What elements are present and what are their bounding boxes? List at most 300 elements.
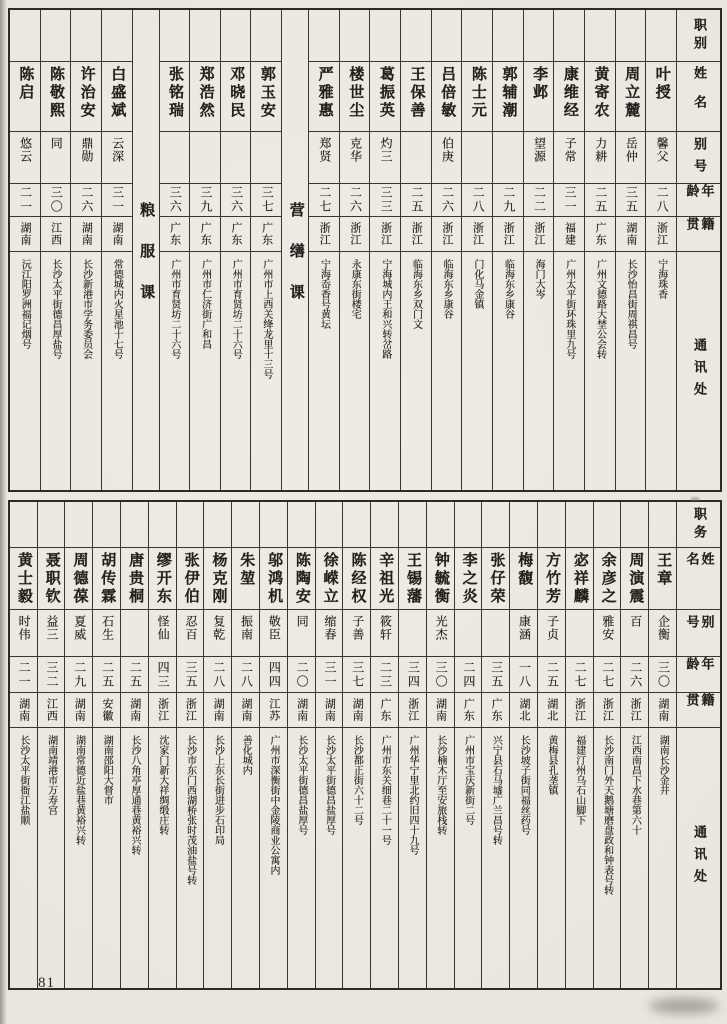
person-age-cell bbox=[221, 184, 251, 217]
person-column bbox=[615, 10, 646, 490]
person-name: 黄寄农 bbox=[592, 66, 609, 120]
person-age-cell bbox=[288, 657, 315, 693]
person-native: 浙江 bbox=[629, 698, 642, 722]
person-native-cell bbox=[401, 217, 431, 252]
person-name: 梅馥 bbox=[516, 552, 533, 588]
scan-smudge bbox=[649, 998, 719, 1014]
person-native-cell bbox=[149, 693, 176, 728]
person-duty-cell bbox=[455, 502, 482, 548]
person-name: 辛祖光 bbox=[377, 552, 394, 606]
person-duty-cell bbox=[41, 10, 71, 62]
person-address: 善化城内 bbox=[240, 735, 252, 775]
person-address: 湖南靖港市万寿宫 bbox=[45, 735, 57, 815]
person-duty-cell bbox=[10, 10, 40, 62]
person-duty-cell bbox=[585, 10, 615, 62]
person-name-cell bbox=[340, 62, 370, 132]
person-age: 二六 bbox=[79, 186, 94, 214]
table-header-column bbox=[676, 10, 720, 490]
roster-table-bottom bbox=[8, 500, 722, 990]
person-alias: 鼎勋 bbox=[79, 137, 94, 163]
person-age: 二九 bbox=[501, 186, 516, 214]
person-native-cell bbox=[38, 693, 65, 728]
person-alias-cell bbox=[38, 610, 65, 657]
person-name-cell bbox=[649, 548, 676, 610]
person-native: 湖南 bbox=[656, 698, 669, 722]
person-address: 广州市育贤坊二十六号 bbox=[168, 259, 180, 359]
person-alias-cell bbox=[221, 132, 251, 184]
person-address: 广州市仁济街广和昌 bbox=[199, 259, 211, 349]
person-name-cell bbox=[10, 548, 37, 610]
person-native-cell bbox=[594, 693, 621, 728]
person-address: 广州市育贤坊二十六号 bbox=[230, 259, 242, 359]
person-address-cell bbox=[93, 728, 120, 988]
person-age-cell bbox=[38, 657, 65, 693]
person-name-cell bbox=[38, 548, 65, 610]
person-name-cell bbox=[401, 62, 431, 132]
person-native: 湖北 bbox=[545, 698, 558, 722]
person-address-cell bbox=[399, 728, 426, 988]
person-address-cell bbox=[370, 252, 400, 490]
person-alias: 益三 bbox=[44, 615, 59, 641]
person-alias: 克华 bbox=[348, 137, 363, 163]
person-duty-cell bbox=[177, 502, 204, 548]
person-name: 王章 bbox=[655, 552, 672, 588]
row-header-name: 姓名 bbox=[691, 66, 707, 124]
person-native-cell bbox=[649, 693, 676, 728]
person-name: 黄士毅 bbox=[15, 552, 32, 606]
person-column bbox=[92, 502, 120, 988]
person-column bbox=[461, 10, 492, 490]
person-name: 邬鸿机 bbox=[266, 552, 283, 606]
person-duty-cell bbox=[554, 10, 584, 62]
person-native-cell bbox=[65, 693, 92, 728]
person-age-cell bbox=[649, 657, 676, 693]
person-age: 二七 bbox=[573, 660, 588, 689]
person-name-cell bbox=[343, 548, 370, 610]
person-alias-cell bbox=[370, 132, 400, 184]
person-age: 二一 bbox=[17, 660, 32, 689]
person-age: 二六 bbox=[440, 186, 455, 214]
person-native: 广东 bbox=[378, 698, 391, 722]
person-column bbox=[454, 502, 482, 988]
person-native-cell bbox=[93, 693, 120, 728]
person-age: 二八 bbox=[211, 660, 226, 689]
row-header-native: 籍贯 bbox=[684, 693, 715, 711]
person-age-cell bbox=[316, 657, 343, 693]
person-native-cell bbox=[585, 217, 615, 252]
person-alias-cell bbox=[594, 610, 621, 657]
row-header-native: 籍贯 bbox=[684, 217, 715, 235]
person-native: 湖南 bbox=[19, 222, 32, 246]
person-name-cell bbox=[455, 548, 482, 610]
person-name-cell bbox=[566, 548, 593, 610]
person-name-cell bbox=[65, 548, 92, 610]
person-column bbox=[176, 502, 204, 988]
person-age-cell bbox=[65, 657, 92, 693]
person-age: 三五 bbox=[489, 660, 504, 689]
person-duty-cell bbox=[616, 10, 646, 62]
person-address: 长沙太平街德昌盐厚号 bbox=[323, 735, 335, 835]
person-age-cell bbox=[594, 657, 621, 693]
person-native-cell bbox=[616, 217, 646, 252]
person-duty-cell bbox=[538, 502, 565, 548]
person-age-cell bbox=[71, 184, 101, 217]
person-age: 二六 bbox=[348, 186, 363, 214]
person-alias-cell bbox=[71, 132, 101, 184]
person-native-cell bbox=[251, 217, 281, 252]
person-address: 广州市深衡街中金陵商业公寓内 bbox=[268, 735, 280, 875]
person-duty-cell bbox=[309, 10, 339, 62]
person-column bbox=[431, 10, 462, 490]
person-address-cell bbox=[288, 728, 315, 988]
person-address-cell bbox=[190, 252, 220, 490]
person-column bbox=[287, 502, 315, 988]
person-address: 福建汀州乌石山脚下 bbox=[573, 735, 585, 825]
person-age-cell bbox=[371, 657, 398, 693]
person-duty-cell bbox=[401, 10, 431, 62]
person-column bbox=[553, 10, 584, 490]
person-duty-cell bbox=[510, 502, 537, 548]
person-name-cell bbox=[482, 548, 509, 610]
person-address-cell bbox=[204, 728, 231, 988]
person-name: 陈敬熙 bbox=[47, 66, 64, 120]
person-native: 湖南 bbox=[295, 698, 308, 722]
person-name: 余彦之 bbox=[599, 552, 616, 606]
person-age: 二五 bbox=[593, 186, 608, 214]
person-native-cell bbox=[121, 693, 148, 728]
person-age: 三四 bbox=[406, 660, 421, 689]
person-name: 叶授 bbox=[653, 66, 670, 102]
person-alias: 企衡 bbox=[656, 615, 671, 641]
person-native-cell bbox=[190, 217, 220, 252]
person-native-cell bbox=[427, 693, 454, 728]
person-name-cell bbox=[251, 62, 281, 132]
person-address-cell bbox=[566, 728, 593, 988]
person-alias: 康涵 bbox=[517, 615, 532, 641]
person-alias: 悠云 bbox=[18, 137, 33, 163]
person-name-cell bbox=[121, 548, 148, 610]
person-age-cell bbox=[427, 657, 454, 693]
person-alias-cell bbox=[177, 610, 204, 657]
person-age-cell bbox=[102, 184, 132, 217]
person-alias-cell bbox=[371, 610, 398, 657]
person-age: 二五 bbox=[545, 660, 560, 689]
person-column bbox=[189, 10, 220, 490]
person-age-cell bbox=[482, 657, 509, 693]
person-column bbox=[37, 502, 65, 988]
person-address-cell bbox=[309, 252, 339, 490]
person-duty-cell bbox=[370, 10, 400, 62]
person-address-cell bbox=[462, 252, 492, 490]
person-alias: 子贞 bbox=[545, 615, 560, 641]
person-alias-cell bbox=[251, 132, 281, 184]
person-native: 广东 bbox=[168, 222, 181, 246]
person-column bbox=[70, 10, 101, 490]
person-column bbox=[159, 10, 190, 490]
row-header-addr: 通讯处 bbox=[691, 825, 707, 891]
person-native: 湖南 bbox=[323, 698, 336, 722]
person-alias-cell bbox=[343, 610, 370, 657]
person-name: 严雅惠 bbox=[316, 66, 333, 120]
person-duty-cell bbox=[204, 502, 231, 548]
person-address: 长沙楠木厅至安旅栈转 bbox=[434, 735, 446, 835]
person-age-cell bbox=[399, 657, 426, 693]
person-native: 湖南 bbox=[17, 698, 30, 722]
person-native-cell bbox=[455, 693, 482, 728]
person-column bbox=[10, 10, 40, 490]
person-name: 缪开东 bbox=[154, 552, 171, 606]
person-column bbox=[620, 502, 648, 988]
person-name: 朱堃 bbox=[238, 552, 255, 588]
person-alias-cell bbox=[190, 132, 220, 184]
person-alias-cell bbox=[566, 610, 593, 657]
person-column bbox=[250, 10, 281, 490]
person-native: 福建 bbox=[563, 222, 576, 246]
person-duty-cell bbox=[149, 502, 176, 548]
person-duty-cell bbox=[190, 10, 220, 62]
person-native: 浙江 bbox=[318, 222, 331, 246]
person-age: 三九 bbox=[198, 186, 213, 214]
person-age-cell bbox=[309, 184, 339, 217]
person-name: 葛振英 bbox=[377, 66, 394, 120]
person-column bbox=[593, 502, 621, 988]
person-age: 三一 bbox=[110, 186, 125, 214]
person-alias-cell bbox=[554, 132, 584, 184]
person-duty-cell bbox=[427, 502, 454, 548]
person-native-cell bbox=[538, 693, 565, 728]
person-address: 广州太平街环珠里九号 bbox=[563, 259, 575, 359]
person-native-cell bbox=[10, 217, 40, 252]
person-alias-cell bbox=[309, 132, 339, 184]
person-address-cell bbox=[510, 728, 537, 988]
person-name-cell bbox=[616, 62, 646, 132]
person-native-cell bbox=[316, 693, 343, 728]
person-name-cell bbox=[149, 548, 176, 610]
row-header-alias: 别号 bbox=[684, 615, 715, 637]
person-name-cell bbox=[160, 62, 190, 132]
person-native-cell bbox=[524, 217, 554, 252]
person-alias-cell bbox=[160, 132, 190, 184]
person-alias-cell bbox=[10, 132, 40, 184]
person-age-cell bbox=[10, 657, 37, 693]
header-cell-addr bbox=[677, 728, 720, 988]
person-native: 浙江 bbox=[406, 698, 419, 722]
person-column bbox=[537, 502, 565, 988]
person-column bbox=[315, 502, 343, 988]
roster-table-top bbox=[8, 8, 722, 492]
person-native: 湖南 bbox=[128, 698, 141, 722]
person-native: 湖南 bbox=[239, 698, 252, 722]
person-name: 宓祥麟 bbox=[571, 552, 588, 606]
person-age: 二六 bbox=[628, 660, 643, 689]
person-alias-cell bbox=[462, 132, 492, 184]
person-age-cell bbox=[566, 657, 593, 693]
person-native-cell bbox=[432, 217, 462, 252]
person-age: 二七 bbox=[600, 660, 615, 689]
person-native: 湖南 bbox=[624, 222, 637, 246]
person-native: 广东 bbox=[490, 698, 503, 722]
person-name: 杨克刚 bbox=[210, 552, 227, 606]
person-column bbox=[120, 502, 148, 988]
person-name: 张铭瑞 bbox=[166, 66, 183, 120]
person-age-cell bbox=[93, 657, 120, 693]
person-alias-cell bbox=[93, 610, 120, 657]
person-duty-cell bbox=[38, 502, 65, 548]
person-alias: 光杰 bbox=[434, 615, 449, 641]
person-address-cell bbox=[621, 728, 648, 988]
person-native-cell bbox=[10, 693, 37, 728]
person-age: 二五 bbox=[409, 186, 424, 214]
person-native: 湖北 bbox=[517, 698, 530, 722]
person-column bbox=[259, 502, 287, 988]
person-name-cell bbox=[493, 62, 523, 132]
person-duty-cell bbox=[160, 10, 190, 62]
person-address: 沈家门新大祥绸缎庄转 bbox=[156, 735, 168, 835]
person-address-cell bbox=[340, 252, 370, 490]
person-native-cell bbox=[288, 693, 315, 728]
person-name: 聂职钦 bbox=[43, 552, 60, 606]
person-native-cell bbox=[646, 217, 676, 252]
person-address: 长沙太平街衙江盐顺 bbox=[17, 735, 29, 825]
person-alias-cell bbox=[585, 132, 615, 184]
row-header-addr: 通讯处 bbox=[691, 338, 707, 404]
person-column bbox=[584, 10, 615, 490]
person-age: 三七 bbox=[260, 186, 275, 214]
person-name-cell bbox=[621, 548, 648, 610]
person-column bbox=[40, 10, 71, 490]
person-age: 三〇 bbox=[49, 186, 64, 214]
person-name: 许治安 bbox=[78, 66, 95, 120]
person-address: 黄梅县孔垄镇 bbox=[546, 735, 557, 795]
person-column bbox=[398, 502, 426, 988]
person-address-cell bbox=[316, 728, 343, 988]
person-age: 二〇 bbox=[295, 660, 310, 689]
person-alias-cell bbox=[288, 610, 315, 657]
person-name-cell bbox=[71, 62, 101, 132]
person-alias: 望源 bbox=[532, 137, 547, 163]
person-age: 二二 bbox=[532, 186, 547, 214]
person-alias-cell bbox=[10, 610, 37, 657]
person-name: 白盛斌 bbox=[109, 66, 126, 120]
person-alias: 石生 bbox=[100, 615, 115, 641]
header-cell-name bbox=[677, 62, 720, 132]
person-address-cell bbox=[10, 252, 40, 490]
row-header-alias: 别号 bbox=[691, 137, 707, 181]
person-native-cell bbox=[204, 693, 231, 728]
person-alias: 雅安 bbox=[600, 615, 615, 641]
person-age: 三六 bbox=[229, 186, 244, 214]
person-native: 广东 bbox=[229, 222, 242, 246]
person-age-cell bbox=[10, 184, 40, 217]
person-age: 一八 bbox=[517, 660, 532, 689]
person-name: 陈陶安 bbox=[293, 552, 310, 606]
person-native-cell bbox=[309, 217, 339, 252]
person-alias: 岳仲 bbox=[624, 137, 639, 163]
person-name: 郑浩然 bbox=[197, 66, 214, 120]
person-native: 浙江 bbox=[532, 222, 545, 246]
person-address: 临海东乡康谷 bbox=[441, 259, 453, 319]
person-name: 张仔荣 bbox=[488, 552, 505, 606]
person-duty-cell bbox=[10, 502, 37, 548]
person-age-cell bbox=[251, 184, 281, 217]
person-name: 周演震 bbox=[627, 552, 644, 606]
person-age-cell bbox=[41, 184, 71, 217]
person-alias-cell bbox=[427, 610, 454, 657]
person-native-cell bbox=[566, 693, 593, 728]
person-address: 宁海珠香 bbox=[655, 259, 667, 299]
person-native: 浙江 bbox=[471, 222, 484, 246]
person-age-cell bbox=[646, 184, 676, 217]
person-address-cell bbox=[65, 728, 92, 988]
person-address-cell bbox=[41, 252, 71, 490]
person-native: 湖南 bbox=[434, 698, 447, 722]
person-column bbox=[523, 10, 554, 490]
person-alias-cell bbox=[401, 132, 431, 184]
scan-speck bbox=[690, 497, 700, 501]
person-name: 邓晓民 bbox=[228, 66, 245, 120]
person-native: 广东 bbox=[260, 222, 273, 246]
person-name: 楼世尘 bbox=[347, 66, 364, 120]
person-name-cell bbox=[102, 62, 132, 132]
table-header-column bbox=[676, 502, 720, 988]
person-address: 长沙市东门西湖桥张时茂油盐号转 bbox=[184, 735, 196, 885]
person-name-cell bbox=[585, 62, 615, 132]
person-native-cell bbox=[399, 693, 426, 728]
person-native-cell bbox=[462, 217, 492, 252]
person-age-cell bbox=[204, 657, 231, 693]
person-native-cell bbox=[102, 217, 132, 252]
person-name-cell bbox=[232, 548, 259, 610]
header-cell-alias bbox=[677, 132, 720, 184]
person-age: 三六 bbox=[168, 186, 183, 214]
person-duty-cell bbox=[462, 10, 492, 62]
person-address: 广州华宁里北约旧四十九号 bbox=[407, 735, 419, 855]
person-address: 湖南长沙金井 bbox=[657, 735, 669, 795]
person-native-cell bbox=[221, 217, 251, 252]
person-name: 唐贵桐 bbox=[127, 552, 144, 606]
person-age: 二三 bbox=[378, 660, 393, 689]
person-native: 江西 bbox=[49, 222, 62, 246]
person-age: 二四 bbox=[461, 660, 476, 689]
person-duty-cell bbox=[493, 10, 523, 62]
person-native-cell bbox=[343, 693, 370, 728]
person-name: 胡传霖 bbox=[99, 552, 116, 606]
person-native-cell bbox=[371, 693, 398, 728]
person-duty-cell bbox=[221, 10, 251, 62]
person-name: 方竹芳 bbox=[544, 552, 561, 606]
person-address: 宁海城内王和兴转岔路 bbox=[379, 259, 391, 359]
person-address-cell bbox=[343, 728, 370, 988]
person-name: 徐嵘立 bbox=[321, 552, 338, 606]
person-address: 广州市宝庆新街二号 bbox=[462, 735, 474, 825]
person-column bbox=[565, 502, 593, 988]
person-age-cell bbox=[340, 184, 370, 217]
person-name: 郭辅潮 bbox=[500, 66, 517, 120]
person-age-cell bbox=[370, 184, 400, 217]
person-column bbox=[369, 10, 400, 490]
person-duty-cell bbox=[340, 10, 370, 62]
person-alias-cell bbox=[260, 610, 287, 657]
person-alias-cell bbox=[232, 610, 259, 657]
person-name: 陈士元 bbox=[469, 66, 486, 120]
person-address: 长沙南门外天鹅塘磨盘政和钟表号转 bbox=[601, 735, 613, 895]
person-name-cell bbox=[432, 62, 462, 132]
person-name-cell bbox=[204, 548, 231, 610]
person-duty-cell bbox=[399, 502, 426, 548]
person-duty-cell bbox=[432, 10, 462, 62]
person-age: 三五 bbox=[624, 186, 639, 214]
person-column bbox=[481, 502, 509, 988]
